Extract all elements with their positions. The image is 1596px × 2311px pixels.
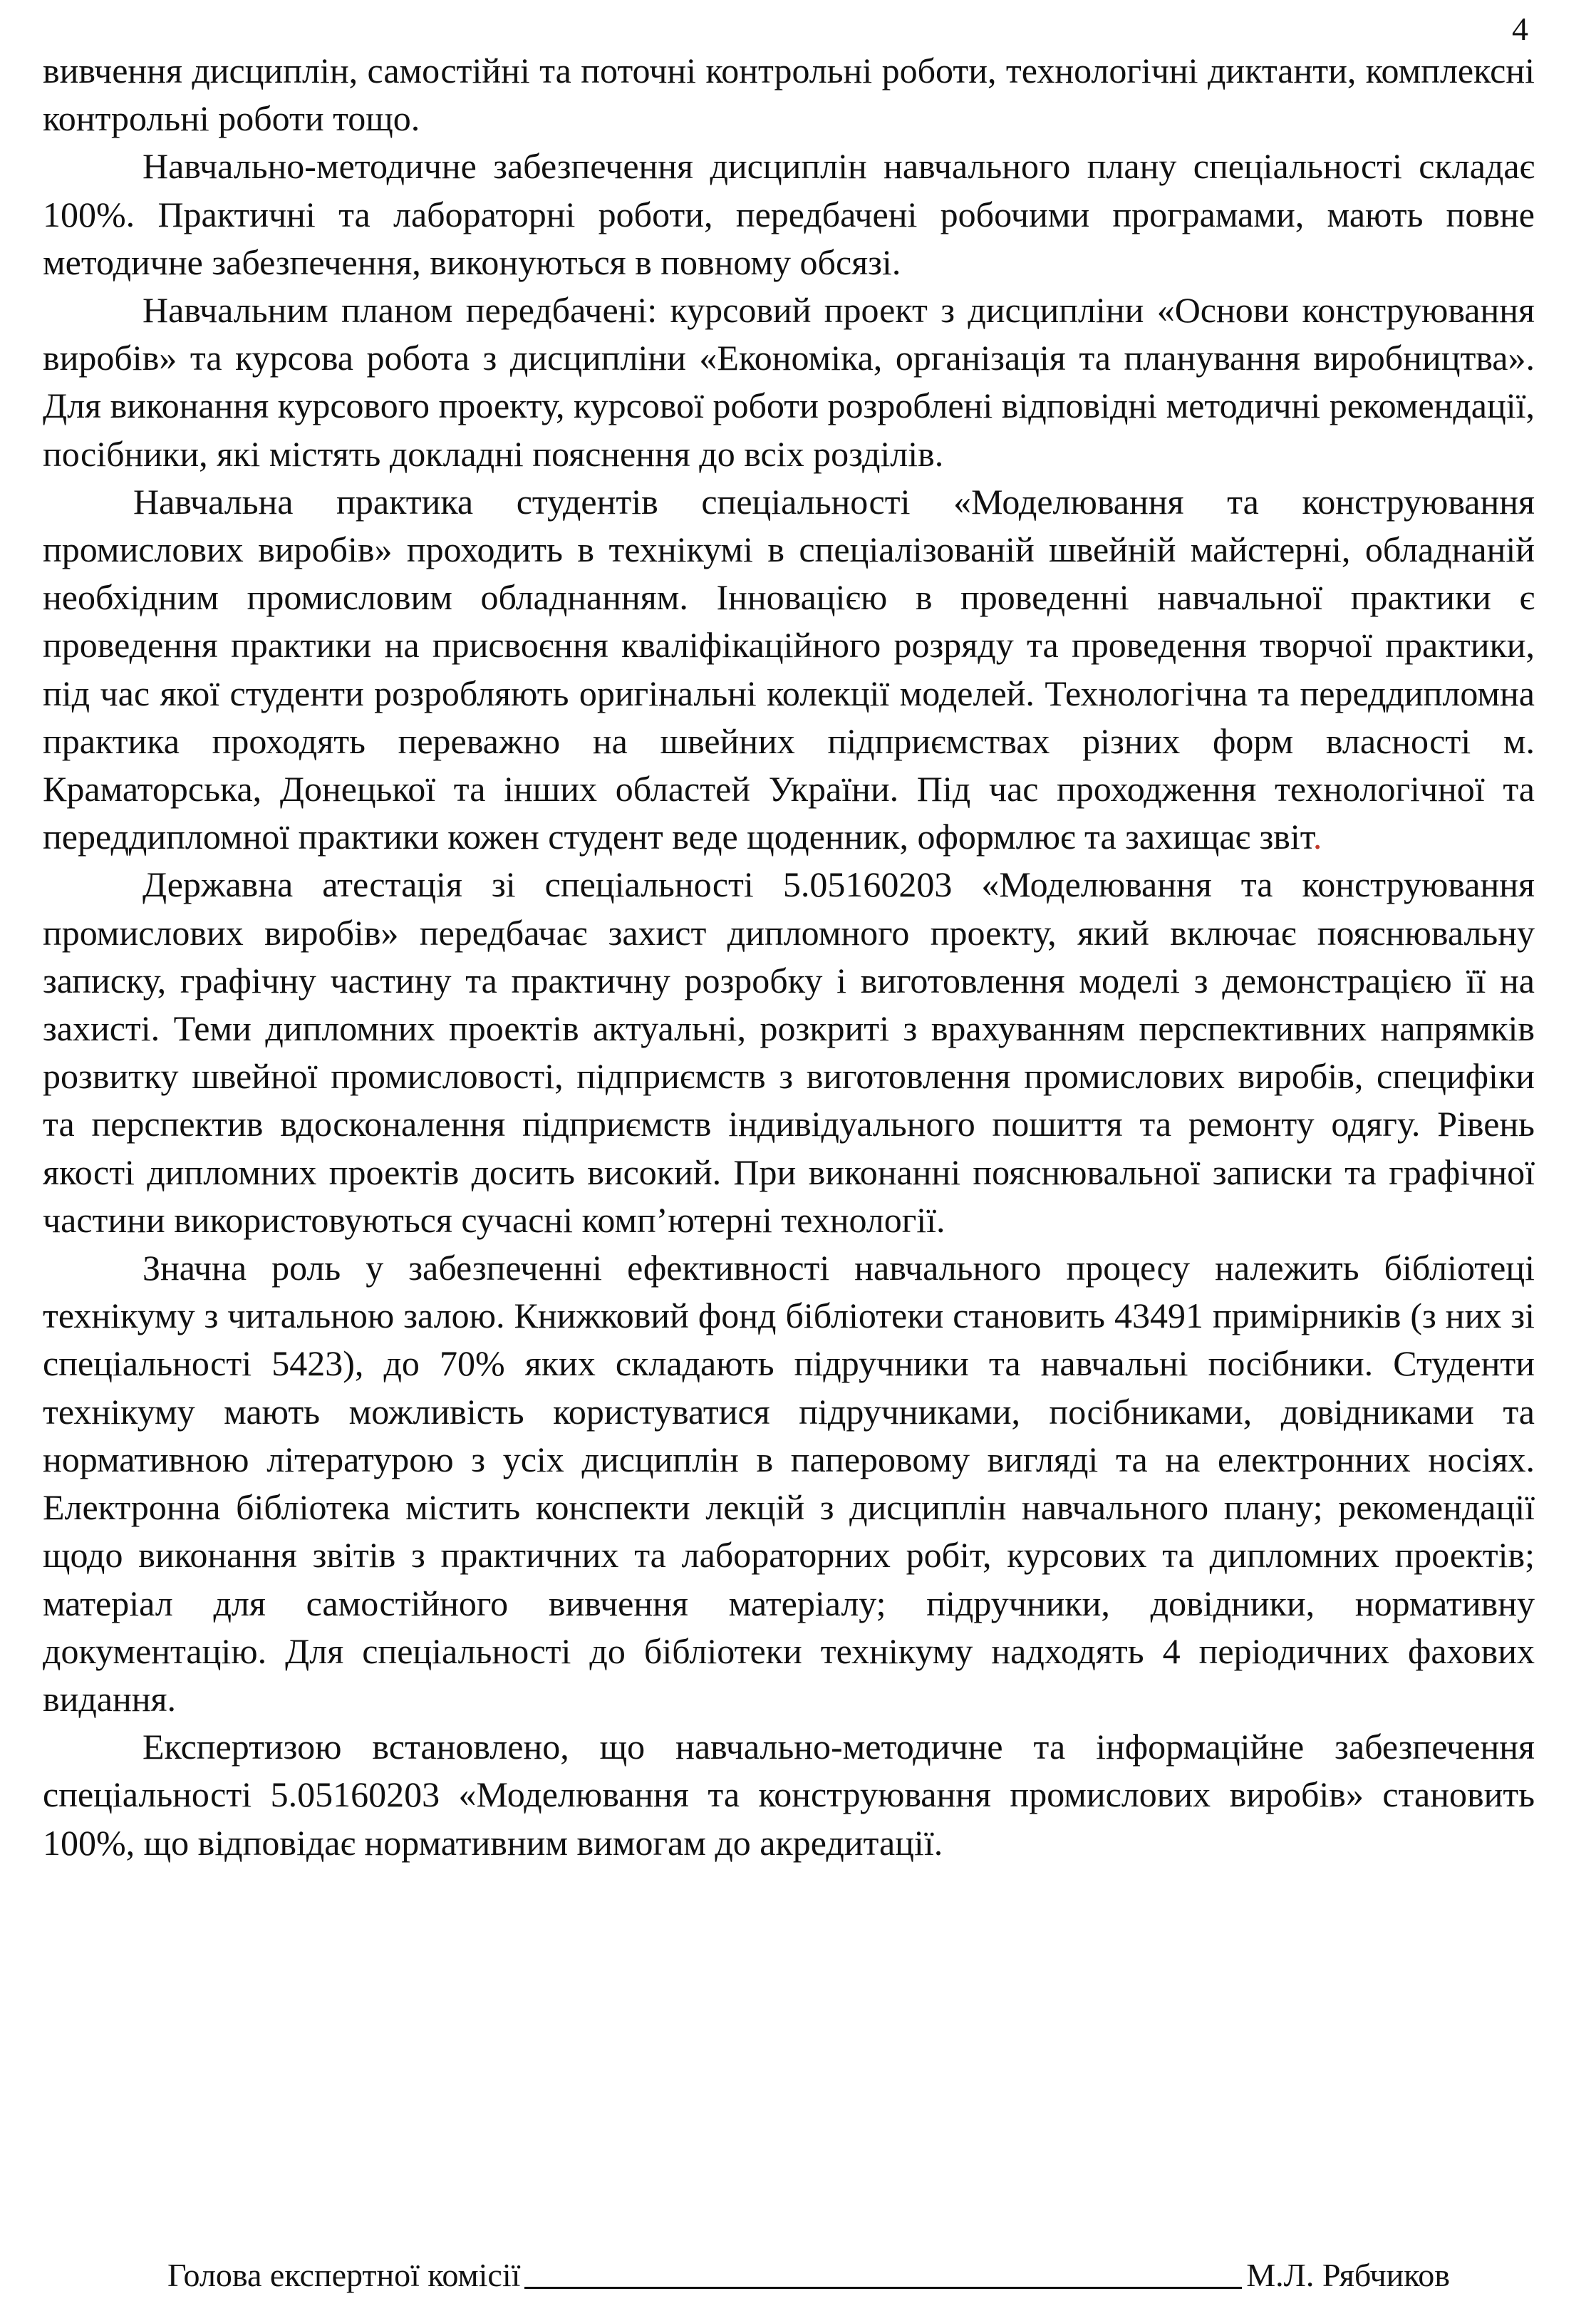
page-number: 4 — [1512, 11, 1528, 47]
paragraph-1: вивчення дисциплін, самостійні та поточні контрольні роботи, технологічні диктанти, комплексні контрольні роботи тощо. — [43, 51, 1535, 139]
signature-block — [167, 2255, 1450, 2295]
signature-name: М.Л. Рябчиков — [1246, 2257, 1450, 2293]
paragraph-3: Навчальним планом передбачені: курсовий проект з дисципліни «Основи конструювання виробів» та курсова робота з дисципліни «Економіка, організація та планування виробництва». Для виконання курсового проекту, курсової роботи розроблені відповідні методичні рекомендації, посібники, які містять докладні пояснення до всіх розділів. — [43, 290, 1535, 474]
paragraph-6: Значна роль у забезпеченні ефективності навчального процесу належить бібліотеці технікуму з читальною залою. Книжковий фонд бібліотеки становить 43491 примірників (з них зі спеціальності 5423), до 70% яких складають підручники та навчальні посібники. Студенти технікуму мають можливість користуватися підручниками, посібниками, довідниками та нормативною літературою з усіх дисциплін в паперовому вигляді та на електронних носіях. Електронна бібліотека містить конспекти лекцій з дисциплін навчального плану; рекомендації щодо виконання звітів з практичних та лабораторних робіт, курсових та дипломних проектів; матеріал для самостійного вивчення матеріалу; підручники, довідники, нормативну документацію. Для спеціальності до бібліотеки технікуму надходять 4 періодичних фахових видання. — [43, 1248, 1535, 1719]
signature-title: Голова експертної комісії — [167, 2257, 521, 2293]
paragraph-7: Експертизою встановлено, що навчально-методичне та інформаційне забезпечення спеціальності 5.05160203 «Моделювання та конструювання промислових виробів» становить 100%, що відповідає нормативним вимогам до акредитації. — [43, 1727, 1535, 1863]
signature-line — [524, 2265, 1242, 2289]
paragraph-4-text: Навчальна практика студентів спеціальності «Моделювання та конструювання промислових виробів» проходить в технікумі в спеціалізованій швейній майстерні, обладнаній необхідним промисловим обладнанням. Інновацією в проведенні навчальної практики є проведення практики на присвоєння кваліфікаційного розряду та проведення творчої практики, під час якої студенти розробляють оригінальні колекції моделей. Технологічна та переддипломна практика проходять переважно на швейних підприємствах різних форм власності м. Краматорська, Донецької та інших областей України. Під час проходження технологічної та переддипломної практики кожен студент веде щоденник, оформлює та захищає звіт — [43, 481, 1535, 857]
paragraph-4 — [43, 478, 1535, 862]
paragraph-5: Державна атестація зі спеціальності 5.05160203 «Моделювання та конструювання промислових виробів» передбачає захист дипломного проекту, який включає пояснювальну записку, графічну частину та практичну розробку і виготовлення моделі з демонстрацією її на захисті. Теми дипломних проектів актуальні, розкриті з врахуванням перспективних напрямків розвитку швейної промисловості, підприємств з виготовлення промислових виробів, специфіки та перспектив вдосконалення підприємств індивідуального пошиття та ремонту одягу. Рівень якості дипломних проектів досить високий. При виконанні пояснювальної записки та графічної частини використовуються сучасні комп’ютерні технології. — [43, 864, 1535, 1240]
paragraph-2: Навчально-методичне забезпечення дисциплін навчального плану спеціальності складає 100%. Практичні та лабораторні роботи, передбачені робочими програмами, мають повне методичне забезпечення, виконуються в повному обсязі. — [43, 146, 1535, 282]
paragraph-4-end-mark: . — [1312, 817, 1322, 857]
